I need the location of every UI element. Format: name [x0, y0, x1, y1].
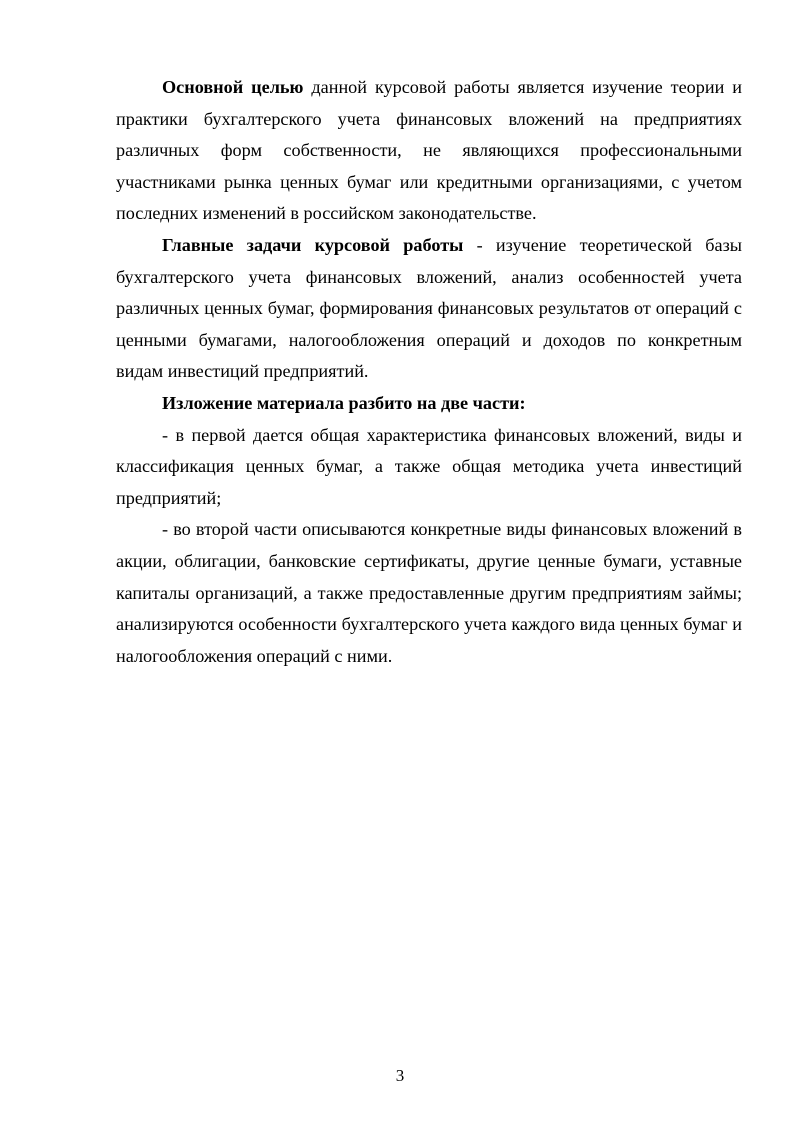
paragraph-tasks-text: - изучение теоретической базы бухгалтерского учета финансовых вложений, анализ особенностей учета различных ценных бумаг, формирования финансовых результатов от операций с ценными бумагами, налогообложения операций и доходов по конкретным видам инвестиций предприятий.	[116, 234, 742, 382]
body-text	[116, 72, 742, 672]
paragraph-part-one	[116, 420, 742, 515]
paragraph-goal	[116, 72, 742, 230]
paragraph-tasks	[116, 230, 742, 388]
paragraph-tasks-lead: Главные задачи курсовой работы	[162, 234, 464, 255]
paragraph-structure	[116, 388, 742, 420]
paragraph-goal-text: данной курсовой работы является изучение теории и практики бухгалтерского учета финансовых вложений на предприятиях различных форм собственности, не являющихся профессиональными участниками рынка ценных бумаг или кредитными организациями, с учетом последних изменений в российском законодательстве.	[116, 77, 742, 224]
paragraph-structure-lead: Изложение материала разбито на две части:	[162, 392, 526, 413]
page-number: 3	[395, 1066, 405, 1085]
paragraph-goal-lead: Основной целью	[162, 77, 304, 97]
paragraph-part-two	[116, 514, 742, 672]
paragraph-part-one-text: - в первой дается общая характеристика финансовых вложений, виды и классификация ценных бумаг, а также общая методика учета инвестиций предприятий;	[116, 424, 742, 508]
paragraph-part-two-text: - во второй части описываются конкретные виды финансовых вложений в акции, облигации, банковские сертификаты, другие ценные бумаги, уставные капиталы организаций, а также предоставленные другим предприятиям займы; анализируются особенности бухгалтерского учета каждого вида ценных бумаг и налогообложения операций с ними.	[116, 519, 742, 666]
